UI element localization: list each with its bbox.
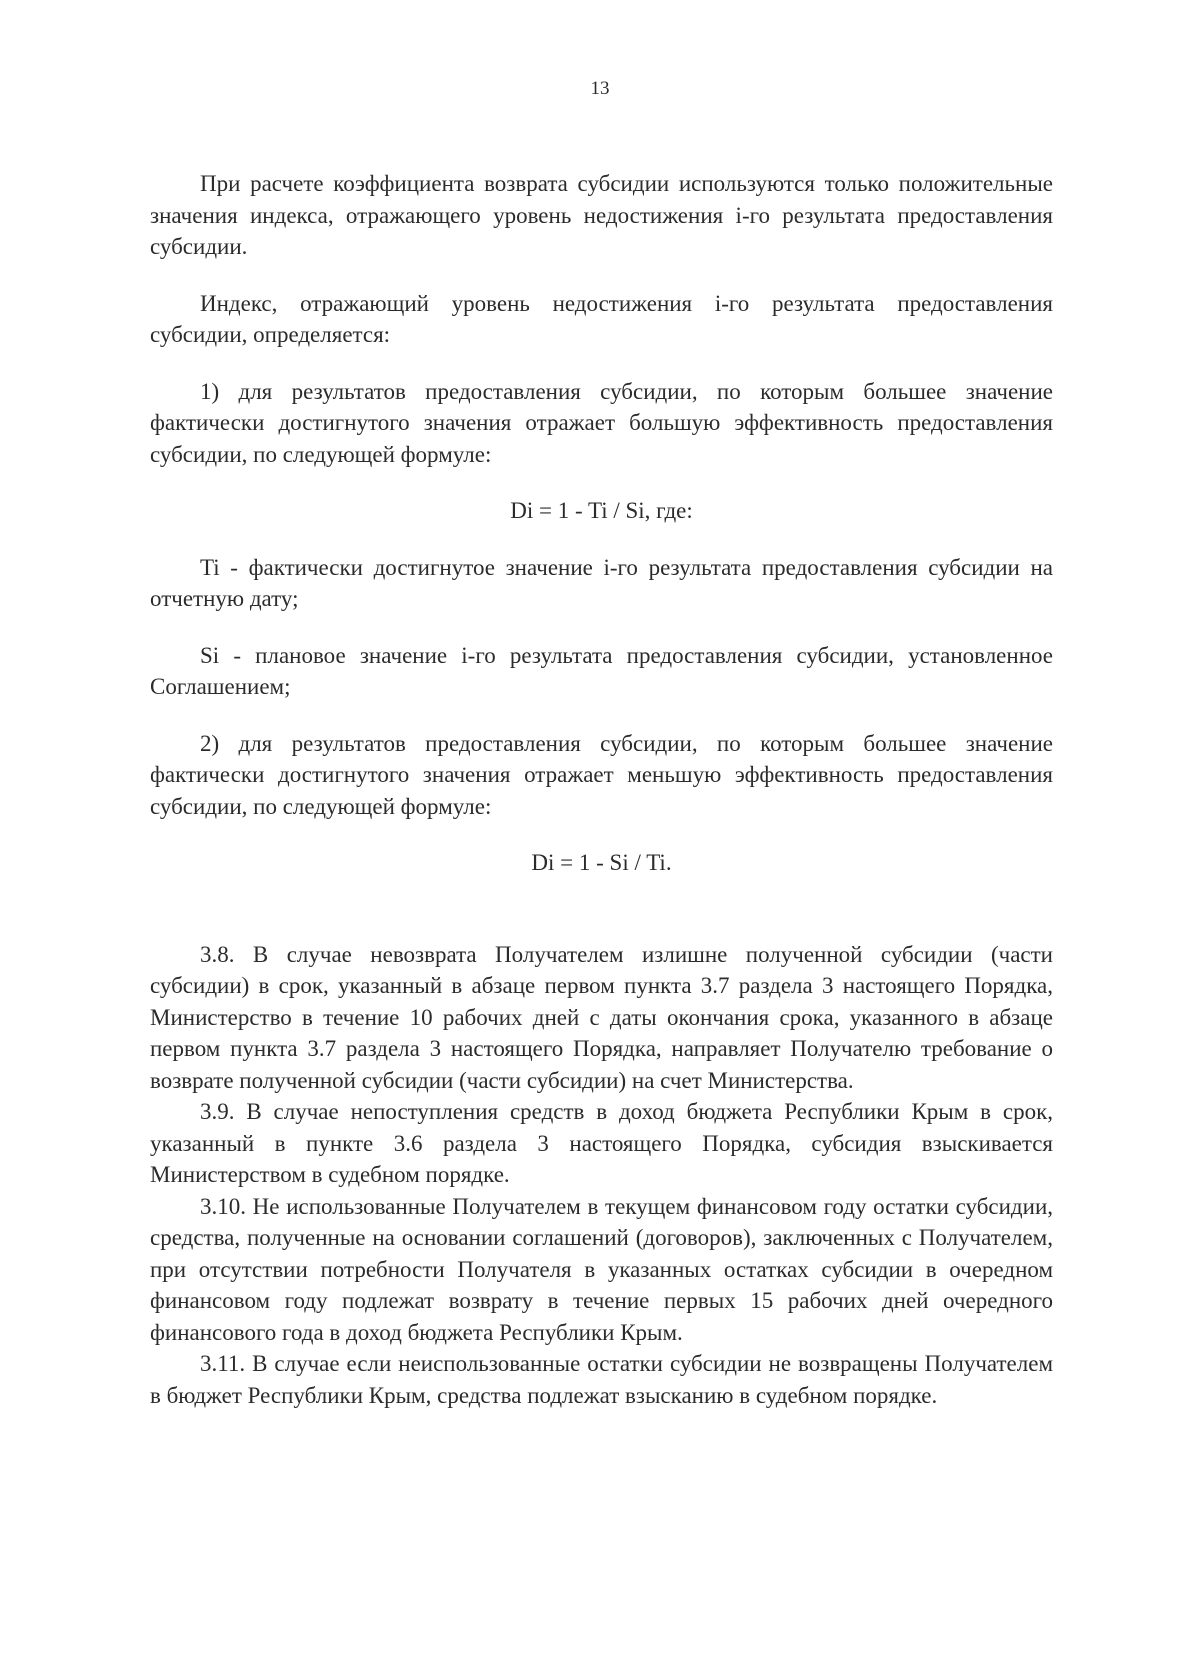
page-number: 13 (590, 78, 610, 99)
clause-3-9: 3.9. В случае непоступления средств в доход бюджета Республики Крым в срок, указанный в пункте 3.6 раздела 3 настоящего Порядка, субсидия взыскивается Министерством в судебном порядке. (150, 1099, 1053, 1187)
paragraph-case-1: 1) для результатов предоставления субсидии, по которым большее значение фактически достигнутого значения отражает большую эффективность предоставления субсидии, по следующей формуле: (150, 378, 1053, 467)
paragraph-index-definition: Индекс, отражающий уровень недостижения i-го результата предоставления субсидии, определяется: (150, 290, 1053, 347)
clause-3-8: 3.8. В случае невозврата Получателем излишне полученной субсидии (части субсидии) в срок, указанный в абзаце первом пункта 3.7 раздела 3 настоящего Порядка, Министерство в течение 10 рабочих дней с даты окончания срока, указанного в абзаце первом пункта 3.7 раздела 3 настоящего Порядка, направляет Получателю требование о возврате полученной субсидии (части субсидии) на счет Министерства. (150, 941, 1053, 1093)
clause-3-11: 3.11. В случае если неиспользованные остатки субсидии не возвращены Получателем в бюджет Республики Крым, средства подлежат взысканию в судебном порядке. (150, 1351, 1053, 1408)
formula-1: Di = 1 - Ti / Si, где: (510, 498, 693, 523)
formula-2: Di = 1 - Si / Ti. (531, 850, 672, 875)
paragraph-coefficient-note: При расчете коэффициента возврата субсидии используются только положительные значения индекса, отражающего уровень недостижения i-го результата предоставления субсидии. (150, 171, 1053, 259)
document-body (150, 168, 1053, 1411)
paragraph-case-2: 2) для результатов предоставления субсидии, по которым большее значение фактически достигнутого значения отражает меньшую эффективность предоставления субсидии, по следующей формуле: (150, 730, 1053, 819)
paragraph-si-definition: Si - плановое значение i-го результата предоставления субсидии, установленное Соглашением; (150, 642, 1053, 699)
clause-3-10: 3.10. Не использованные Получателем в текущем финансовом году остатки субсидии, средства, полученные на основании соглашений (договоров), заключенных с Получателем, при отсутствии потребности Получателя в указанных остатках субсидии в очередном финансовом году подлежат возврату в течение первых 15 рабочих дней очередного финансового года в доход бюджета Республики Крым. (150, 1193, 1053, 1345)
paragraph-ti-definition: Ti - фактически достигнутое значение i-го результата предоставления субсидии на отчетную дату; (150, 554, 1053, 611)
